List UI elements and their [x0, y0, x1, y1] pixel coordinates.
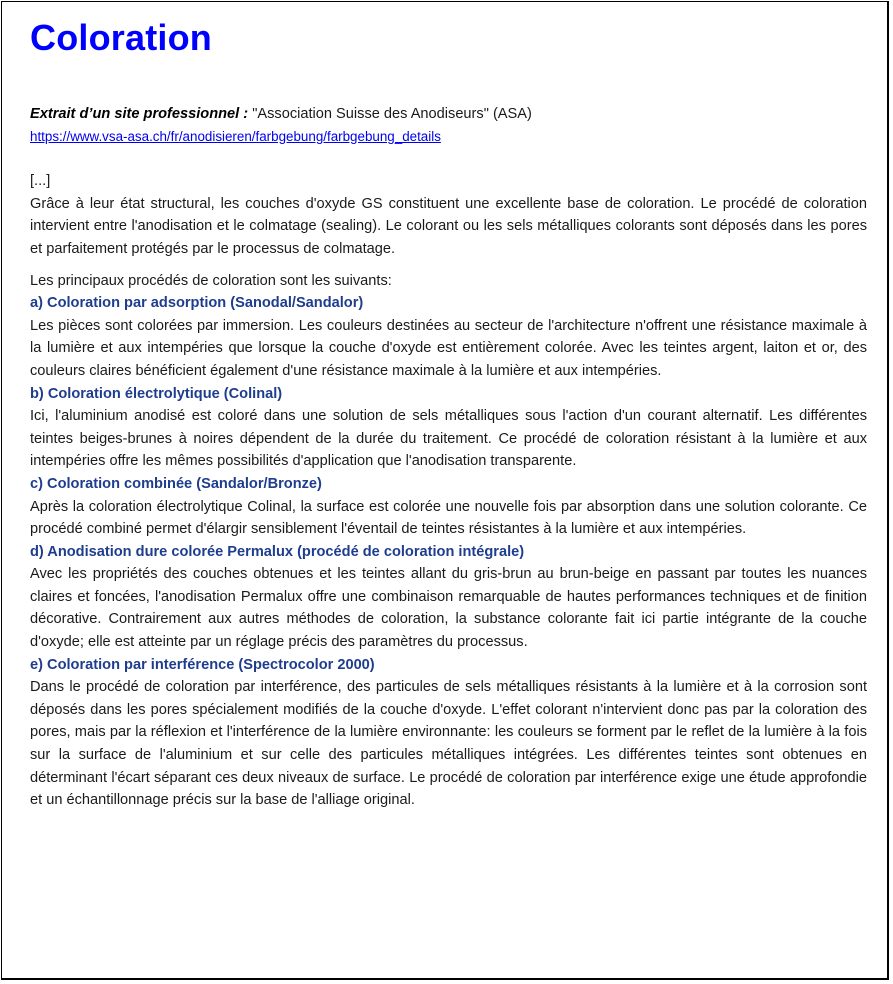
- source-url-line: [30, 126, 867, 149]
- source-lead: Extrait d’un site professionnel :: [30, 106, 249, 122]
- section-heading: a) Coloration par adsorption (Sanodal/Sandalor): [30, 295, 364, 312]
- section-body: Après la coloration électrolytique Colinal, la surface est colorée une nouvelle fois par absorption dans une solution colorante. Ce procédé combiné permet d'élargir sensiblement l'éventail de teintes résistantes à la lumière et aux intempéries.: [30, 498, 867, 538]
- section-heading: e) Coloration par interférence (Spectrocolor 2000): [30, 656, 375, 673]
- section-e: [30, 654, 867, 812]
- section-d: [30, 541, 867, 654]
- document-content: [30, 2, 867, 812]
- section-body: Dans le procédé de coloration par interférence, des particules de sels métalliques résistants à la lumière et à la corrosion sont déposés dans les pores spécialement modifiés de la couche d'oxyde. L'effet colorant n'intervient donc pas par la coloration des pores, mais par la réflexion et l'interférence de la lumière environnante: les couleurs se forment par le reflet de la lumière à la fois sur la surface de l'aluminium et sur celle des particules métalliques intégrées. Les différentes teintes sont obtenues en déterminant l'écart séparant ces deux niveaux de surface. Le procédé de coloration par interférence exige une étude approfondie et un échantillonnage précis sur la base de l'alliage original.: [30, 679, 867, 809]
- source-org: "Association Suisse des Anodiseurs" (ASA): [248, 106, 532, 122]
- source-url-link[interactable]: https://www.vsa-asa.ch/fr/anodisieren/farbgebung/farbgebung_details: [30, 128, 441, 144]
- intro-paragraph: Grâce à leur état structural, les couches d'oxyde GS constituent une excellente base de coloration. Le procédé de coloration intervient entre l'anodisation et le colmatage (sealing). Le colorant ou les sels métalliques colorants sont déposés dans les pores et parfaitement protégés par le processus de colmatage.: [30, 195, 867, 257]
- ellipsis: [...]: [30, 173, 51, 190]
- section-c: [30, 473, 867, 541]
- section-heading: b) Coloration électrolytique (Colinal): [30, 385, 283, 402]
- section-heading: c) Coloration combinée (Sandalor/Bronze): [30, 475, 322, 492]
- section-body: Avec les propriétés des couches obtenues et les teintes allant du gris-brun au brun-beige en passant par toutes les nuances claires et foncées, l'anodisation Permalux offre une combinaison remarquable de hautes performances techniques et de finition décorative. Contrairement aux autres méthodes de coloration, la substance colorante fait ici partie intégrante de la couche d'oxyde; elle est atteinte par un réglage précis des paramètres du processus.: [30, 566, 867, 651]
- section-a: [30, 292, 867, 382]
- section-b: [30, 383, 867, 473]
- section-heading: d) Anodisation dure colorée Permalux (procédé de coloration intégrale): [30, 543, 525, 560]
- section-body: Ici, l'aluminium anodisé est coloré dans une solution de sels métalliques sous l'action d'un courant alternatif. Les différentes teintes beiges-brunes à noires dépendent de la durée du traitement. Ce procédé de coloration résistant à la lumière et aux intempéries offre les mêmes possibilités d'application que l'anodisation transparente.: [30, 408, 867, 470]
- document-frame: [1, 1, 889, 980]
- page-title: Coloration: [30, 17, 212, 58]
- section-body: Les pièces sont colorées par immersion. Les couleurs destinées au secteur de l'architecture n'offrent une résistance maximale à la lumière et aux intempéries que lorsque la couche d'oxyde est entièrement colorée. Avec les teintes argent, laiton et or, des couleurs claires bénéficient également d'une résistance maximale à la lumière et aux intempéries.: [30, 317, 867, 379]
- source-line: [30, 103, 867, 126]
- list-intro: Les principaux procédés de coloration sont les suivants:: [30, 272, 392, 289]
- source-block: [30, 103, 867, 148]
